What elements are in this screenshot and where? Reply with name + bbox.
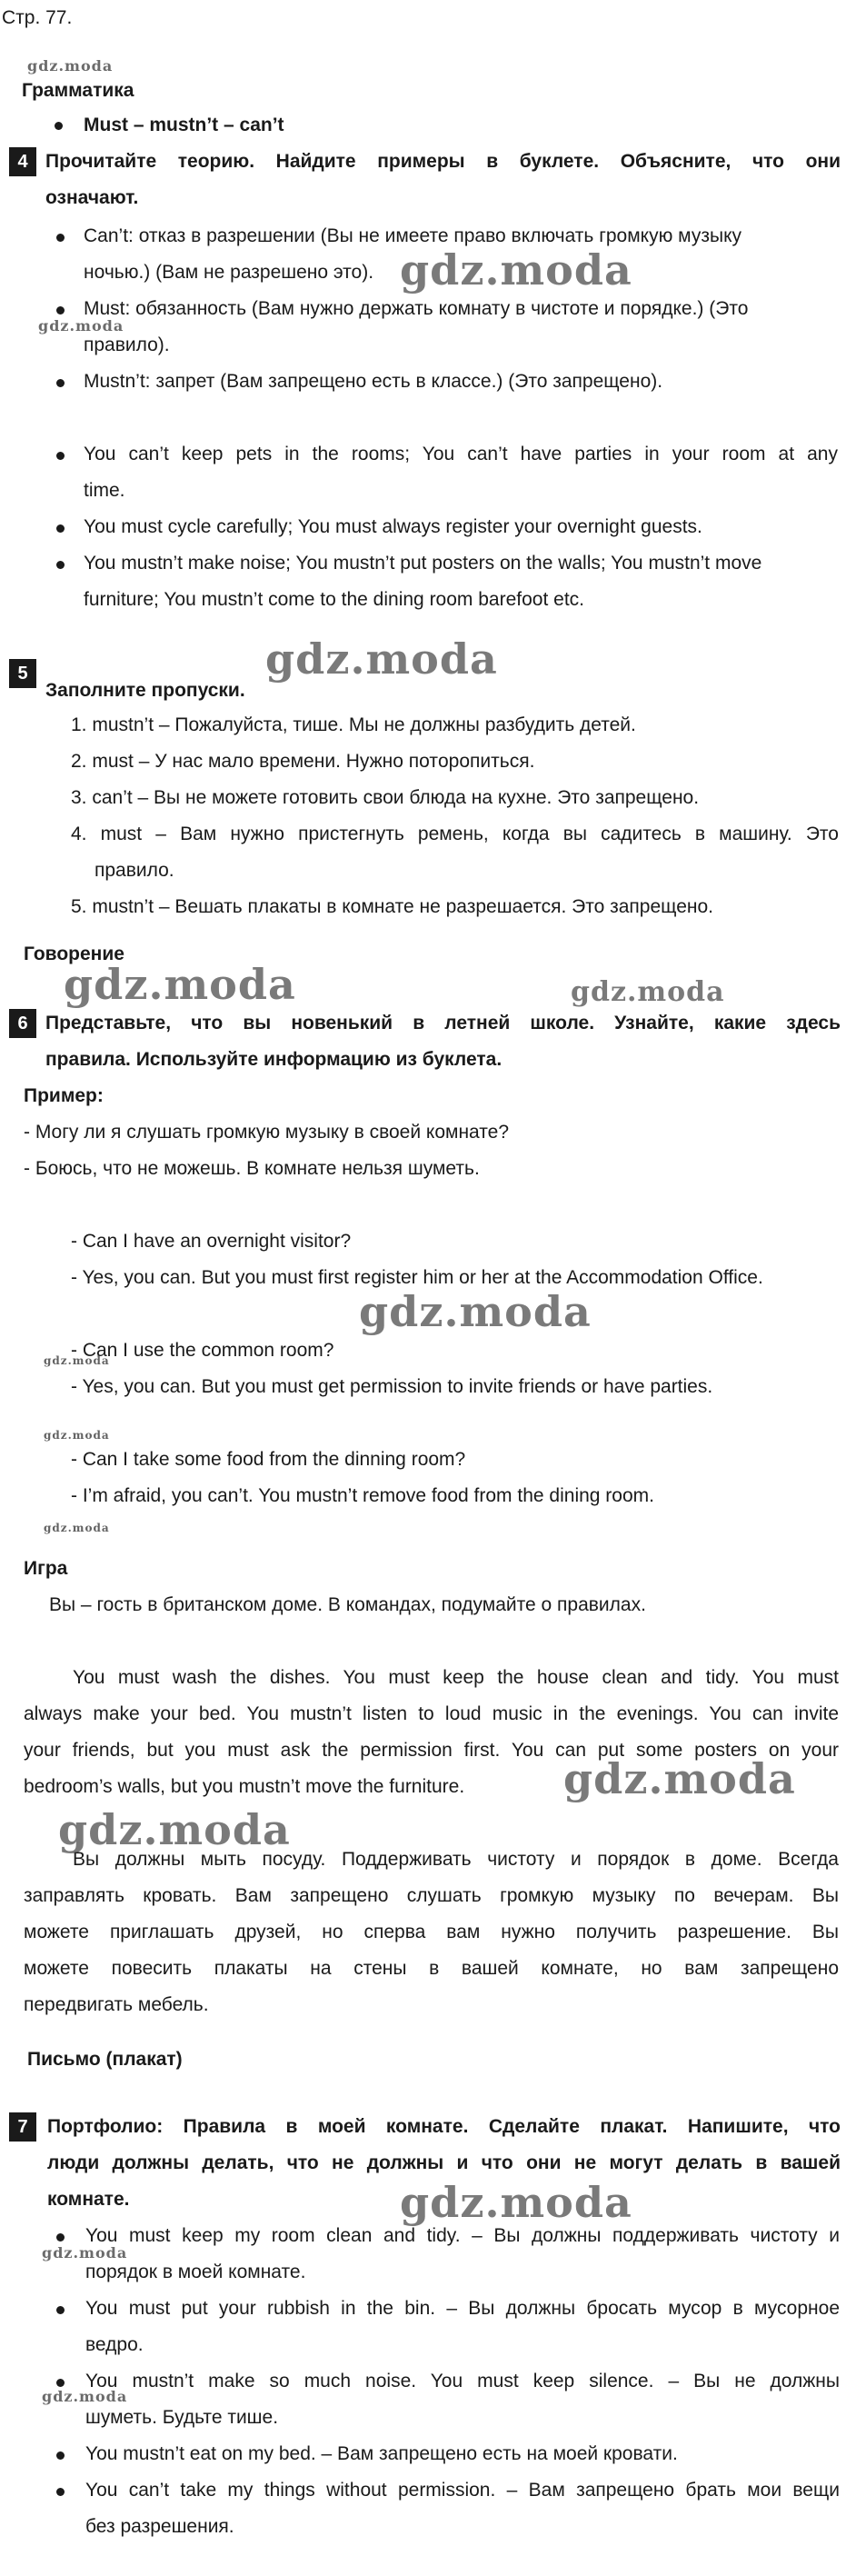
bullet-icon xyxy=(55,122,63,130)
watermark: gdz.moda xyxy=(64,960,296,1009)
rule-1-line-1: You must keep my room clean and tidy. – Вы должны поддерживать чистоту и xyxy=(85,2225,840,2246)
game-russian-line-4: можете повесить плакаты на стены в вашей комнате, но вам запрещено xyxy=(24,1958,839,1979)
dialog-line: - I’m afraid, you can’t. You mustn’t remove food from the dining room. xyxy=(71,1485,654,1506)
grammar-rule: Must – mustn’t – can’t xyxy=(84,115,284,135)
dialog-line: - Can I use the common room? xyxy=(71,1340,334,1361)
exercise-6-task-line-1: Представьте, что вы новенький в летней школе. Узнайте, какие здесь xyxy=(45,1013,841,1033)
speaking-heading: Говорение xyxy=(24,944,124,964)
exercise-7-task-line-3: комнате. xyxy=(47,2189,130,2210)
rule-3-line-2: шуметь. Будьте тише. xyxy=(85,2407,279,2428)
example-3-line-1: You mustn’t make noise; You mustn’t put posters on the walls; You mustn’t move xyxy=(84,553,762,574)
grammar-heading: Грамматика xyxy=(22,80,134,101)
watermark: gdz.moda xyxy=(571,976,725,1008)
watermark: gdz.moda xyxy=(44,1354,110,1367)
bullet-icon xyxy=(56,306,65,315)
game-english-line-1: You must wash the dishes. You must keep the house clean and tidy. You must xyxy=(73,1667,839,1688)
fill-item-1: 1. mustn’t – Пожалуйста, тише. Мы не должны разбудить детей. xyxy=(71,714,636,735)
watermark: gdz.moda xyxy=(58,1805,291,1854)
example-label: Пример: xyxy=(24,1085,104,1106)
example-1-line-2: time. xyxy=(84,480,125,501)
bullet-icon xyxy=(56,379,65,387)
exercise-number-5: 5 xyxy=(9,659,36,688)
rule-3-line-1: You mustn’t make so much noise. You must keep silence. – Вы не должны xyxy=(85,2371,840,2391)
theory-item-3: Mustn’t: запрет (Вам запрещено есть в классе.) (Это запрещено). xyxy=(84,371,663,392)
game-intro: Вы – гость в британском доме. В командах, подумайте о правилах. xyxy=(49,1594,646,1615)
example-2: You must cycle carefully; You must always register your overnight guests. xyxy=(84,516,702,537)
rule-2-line-2: ведро. xyxy=(85,2334,144,2355)
fill-item-3: 3. can’t – Вы не можете готовить свои блюда на кухне. Это запрещено. xyxy=(71,787,700,808)
theory-item-2-line-2: правило). xyxy=(84,334,170,355)
game-russian-line-3: можете приглашать друзей, но сперва вам нужно получить разрешение. Вы xyxy=(24,1922,839,1942)
fill-item-2: 2. must – У нас мало времени. Нужно потoропиться. xyxy=(71,751,535,772)
game-english-line-3: your friends, but you must ask the permission first. You can put some posters on your xyxy=(24,1740,839,1761)
watermark: gdz.moda xyxy=(44,1522,110,1534)
theory-item-2-line-1: Must: обязанность (Вам нужно держать комнату в чистоте и порядке.) (Это xyxy=(84,298,749,319)
writing-heading: Письмо (плакат) xyxy=(27,2049,183,2070)
bullet-icon xyxy=(56,524,65,533)
game-english-line-4: bedroom’s walls, but you mustn’t move the furniture. xyxy=(24,1776,465,1797)
exercise-number-6: 6 xyxy=(9,1009,36,1038)
bullet-icon xyxy=(56,2488,65,2496)
theory-item-1-line-1: Can’t: отказ в разрешении (Вы не имеете право включать громкую музыку xyxy=(84,225,741,246)
bullet-icon xyxy=(56,2306,65,2314)
exercise-number-4: 4 xyxy=(9,147,36,176)
bullet-icon xyxy=(56,2233,65,2242)
fill-item-4-line-2: правило. xyxy=(95,860,174,881)
bullet-icon xyxy=(56,234,65,242)
exercise-6-task-line-2: правила. Используйте информацию из буклета. xyxy=(45,1049,503,1070)
example-3-line-2: furniture; You mustn’t come to the dining room barefoot etc. xyxy=(84,589,584,610)
watermark: gdz.moda xyxy=(400,245,632,295)
game-heading: Игра xyxy=(24,1558,68,1579)
exercise-4-task-line-2: означают. xyxy=(45,187,139,208)
bullet-icon xyxy=(56,561,65,569)
dialog-line: - Can I have an overnight visitor? xyxy=(71,1231,352,1252)
dialog-line: - Yes, you can. But you must first register him or her at the Accommodation Office. xyxy=(71,1267,763,1288)
watermark: gdz.moda xyxy=(563,1754,796,1803)
exercise-7-task-line-1: Портфолио: Правила в моей комнате. Сделайте плакат. Напишите, что xyxy=(47,2116,841,2137)
dialog-line: - Can I take some food from the dinning room? xyxy=(71,1449,466,1470)
watermark: gdz.moda xyxy=(42,2244,128,2261)
rule-1-line-2: порядок в моей комнате. xyxy=(85,2261,306,2282)
game-russian-line-5: передвигать мебель. xyxy=(24,1994,209,2015)
watermark: gdz.moda xyxy=(27,57,114,75)
exercise-7-task-line-2: люди должны делать, что не должны и что они не могут делать в вашей xyxy=(47,2152,841,2173)
page-reference: Стр. 77. xyxy=(2,7,73,28)
rule-5-line-2: без разрешения. xyxy=(85,2516,234,2537)
watermark: gdz.moda xyxy=(400,2178,632,2227)
example-answer: - Боюсь, что не можешь. В комнате нельзя шуметь. xyxy=(24,1158,480,1179)
rule-2-line-1: You must put your rubbish in the bin. – Вы должны бросать мусор в мусорное xyxy=(85,2298,840,2319)
watermark: gdz.moda xyxy=(265,634,498,684)
game-russian-line-2: заправлять кровать. Вам запрещено слушать громкую музыку по вечерам. Вы xyxy=(24,1885,839,1906)
game-russian-line-1: Вы должны мыть посуду. Поддерживать чистоту и порядок в доме. Всегда xyxy=(73,1849,839,1870)
exercise-4-task-line-1: Прочитайте теорию. Найдите примеры в буклете. Объясните, что они xyxy=(45,151,841,172)
watermark: gdz.moda xyxy=(38,317,124,334)
exercise-5-task: Заполните пропуски. xyxy=(45,680,245,701)
bullet-icon xyxy=(56,2379,65,2387)
rule-5-line-1: You can’t take my things without permission. – Вам запрещено брать мои вещи xyxy=(85,2480,840,2501)
watermark: gdz.moda xyxy=(44,1429,110,1442)
watermark: gdz.moda xyxy=(42,2388,128,2405)
exercise-number-7: 7 xyxy=(9,2112,36,2142)
rule-4: You mustn’t eat on my bed. – Вам запрещено есть на моей кровати. xyxy=(85,2443,678,2464)
bullet-icon xyxy=(56,452,65,460)
theory-item-1-line-2: ночью.) (Вам не разрешено это). xyxy=(84,262,374,283)
example-1-line-1: You can’t keep pets in the rooms; You can’t have parties in your room at any xyxy=(84,444,838,464)
watermark: gdz.moda xyxy=(359,1287,592,1336)
fill-item-5: 5. mustn’t – Вешать плакаты в комнате не разрешается. Это запрещено. xyxy=(71,896,713,917)
dialog-line: - Yes, you can. But you must get permission to invite friends or have parties. xyxy=(71,1376,713,1397)
game-english-line-2: always make your bed. You mustn’t listen to loud music in the evenings. You can invite xyxy=(24,1703,839,1724)
bullet-icon xyxy=(56,2451,65,2460)
fill-item-4-line-1: 4. must – Вам нужно пристегнуть ремень, когда вы садитесь в машину. Это xyxy=(71,824,839,844)
example-question: - Могу ли я слушать громкую музыку в своей комнате? xyxy=(24,1122,510,1143)
